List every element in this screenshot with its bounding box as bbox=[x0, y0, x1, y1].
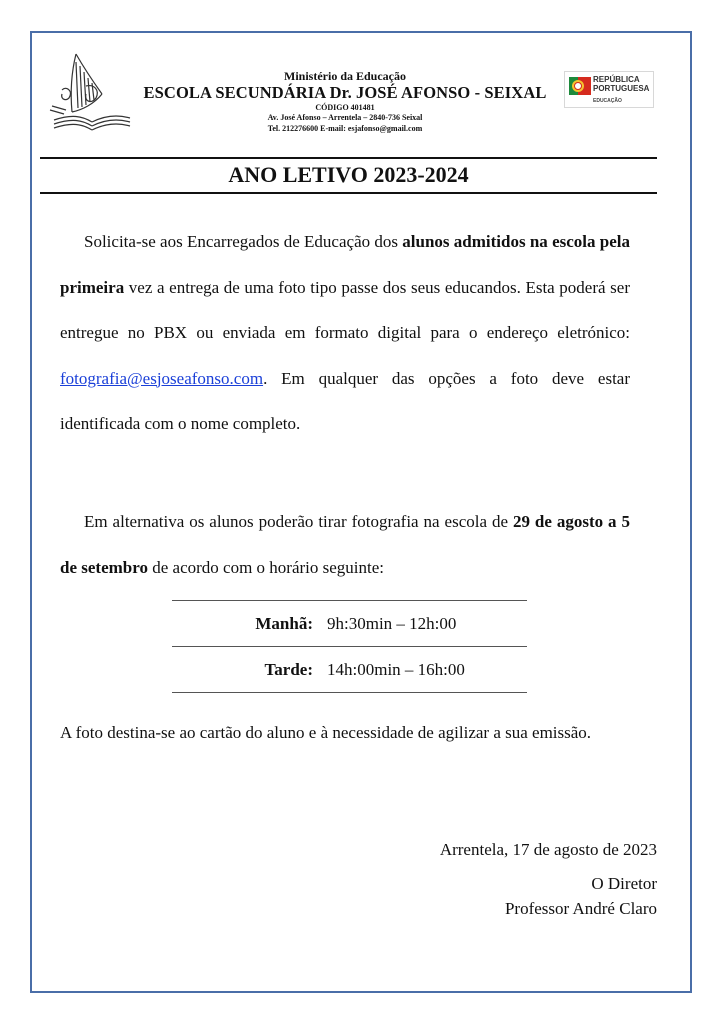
school-address: Av. José Afonso – Arrentela – 2840-736 Seixal bbox=[267, 113, 423, 122]
signature-place-date: Arrentela, 17 de agosto de 2023 bbox=[439, 840, 657, 859]
email-link[interactable]: fotografia@esjoseafonso.com bbox=[60, 368, 264, 388]
paragraph-text: de acordo com o horário seguinte: bbox=[147, 557, 385, 577]
schedule-row-morning bbox=[172, 601, 527, 646]
paragraph-text: vez a entrega de uma foto tipo passe dos seus educandos. Esta poderá ser entregue no PBX ou enviada em formato digital para o endereço eletrónico: bbox=[60, 277, 630, 342]
schedule-row-afternoon bbox=[172, 647, 527, 692]
schedule-label: Tarde: bbox=[264, 660, 313, 679]
signature-name: Professor André Claro bbox=[504, 899, 657, 918]
ministry-name: Ministério da Educação bbox=[284, 69, 406, 83]
school-logo bbox=[42, 50, 134, 134]
school-header bbox=[130, 69, 560, 135]
schedule-divider bbox=[172, 692, 527, 693]
republica-label: REPÚBLICA bbox=[593, 75, 640, 84]
paragraph-text: Solicita-se aos Encarregados de Educação dos bbox=[84, 232, 403, 251]
school-name: ESCOLA SECUNDÁRIA Dr. JOSÉ AFONSO - SEIXAL bbox=[143, 83, 547, 102]
paragraph-photo-request bbox=[60, 219, 630, 447]
signature-role: O Diretor bbox=[591, 874, 657, 893]
portuguesa-label: PORTUGUESA bbox=[593, 84, 650, 93]
page-title: ANO LETIVO 2023-2024 bbox=[228, 162, 469, 187]
paragraph-text: . Em qualquer das opções a foto deve estar identificada com o nome completo. bbox=[60, 368, 630, 433]
paragraph-purpose: A foto destina-se ao cartão do aluno e à necessidade de agilizar a sua emissão. bbox=[60, 723, 592, 742]
schedule-label: Manhã: bbox=[255, 614, 313, 633]
paragraph-alternative bbox=[60, 499, 630, 590]
schedule-hours: 14h:00min – 16h:00 bbox=[327, 660, 465, 679]
schedule-table bbox=[172, 600, 527, 693]
schedule-hours: 9h:30min – 12h:00 bbox=[327, 614, 457, 633]
date-range: 29 de agosto a 5 de setembro bbox=[60, 512, 630, 577]
paragraph-text: Em alternativa os alunos poderão tirar fotografia na escola de bbox=[84, 512, 513, 531]
school-contacts: Tel. 212276600 E-mail: esjafonso@gmail.com bbox=[267, 124, 423, 133]
school-code: CÓDIGO 401481 bbox=[315, 103, 375, 112]
republica-portuguesa-logo bbox=[564, 71, 654, 108]
portugal-emblem-icon bbox=[569, 75, 591, 97]
title-rule-top bbox=[40, 157, 657, 159]
title-rule-bottom bbox=[40, 192, 657, 194]
educacao-label: EDUCAÇÃO bbox=[593, 98, 622, 104]
paragraph-emphasis: alunos admitidos na escola pela primeira bbox=[60, 232, 630, 297]
